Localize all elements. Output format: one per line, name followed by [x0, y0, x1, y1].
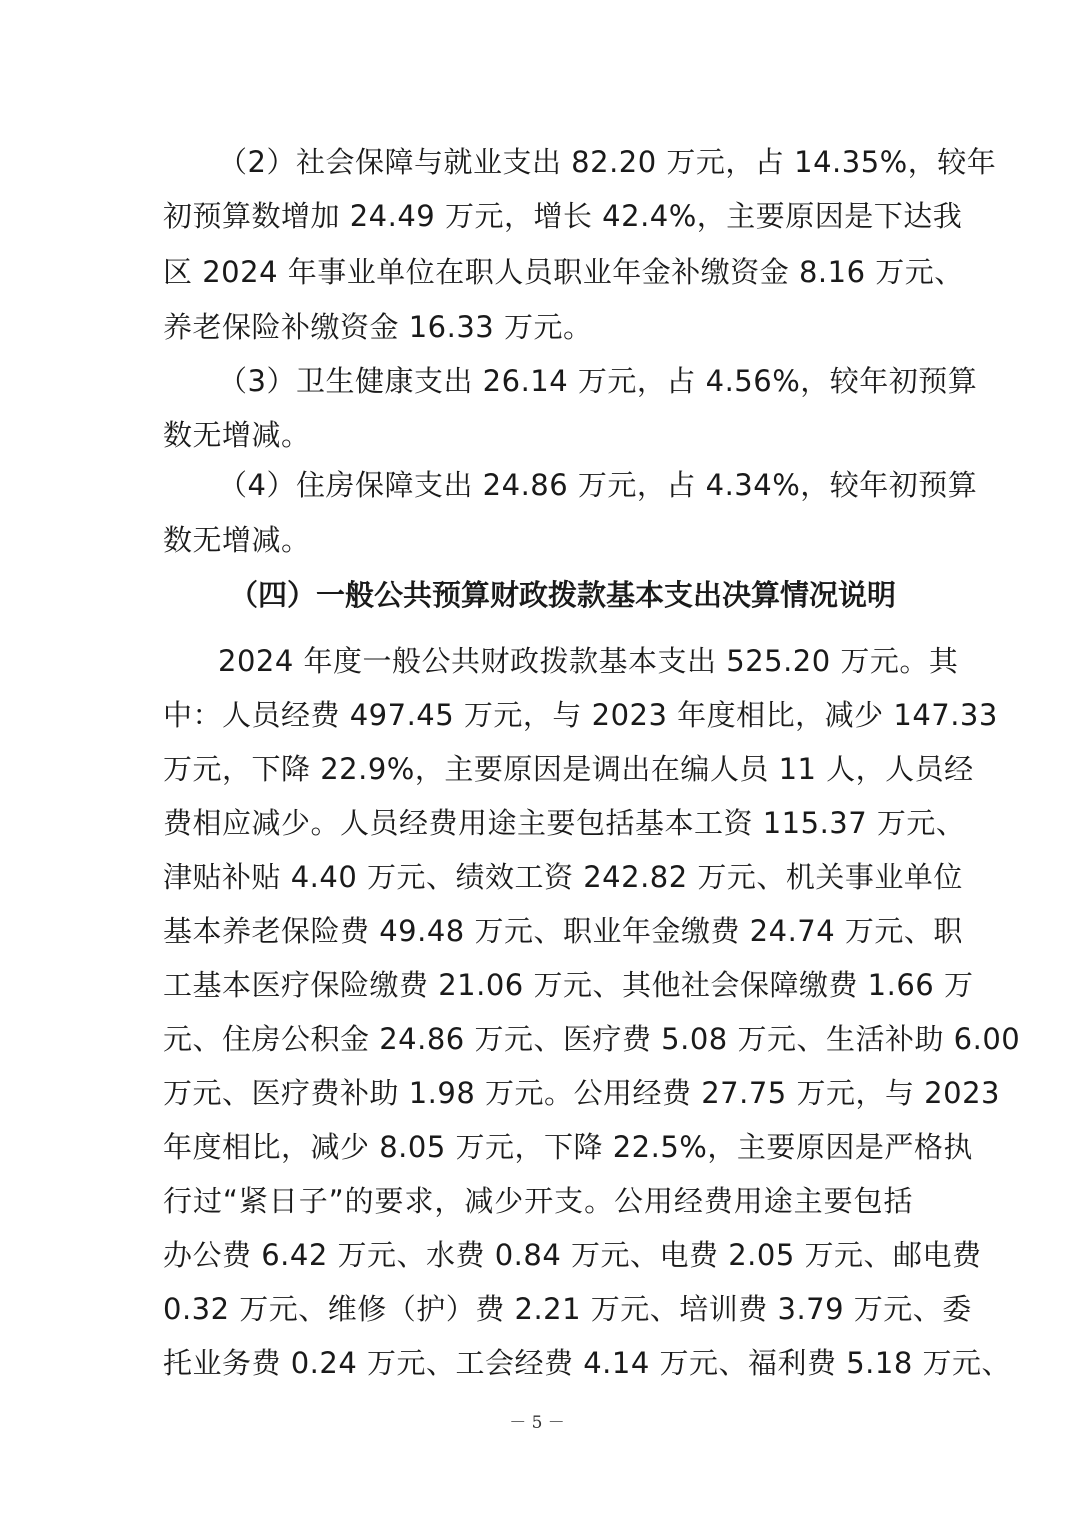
paragraph-line: 办公费 6.42 万元、水费 0.84 万元、电费 2.05 万元、邮电费 — [163, 1238, 982, 1272]
section-heading: （四）一般公共预算财政拨款基本支出决算情况说明 — [229, 578, 897, 612]
paragraph-line: 0.32 万元、维修（护）费 2.21 万元、培训费 3.79 万元、委 — [163, 1292, 972, 1326]
paragraph-line: （4）住房保障支出 24.86 万元，占 4.34%，较年初预算 — [218, 468, 978, 502]
page-number: － 5 － — [509, 1413, 565, 1433]
paragraph-line: 年度相比，减少 8.05 万元，下降 22.5%，主要原因是严格执 — [163, 1130, 973, 1164]
paragraph-line: 数无增减。 — [163, 418, 311, 452]
paragraph-line: 万元、医疗费补助 1.98 万元。公用经费 27.75 万元，与 2023 — [163, 1076, 1000, 1110]
paragraph-line: 元、住房公积金 24.86 万元、医疗费 5.08 万元、生活补助 6.00 — [163, 1022, 1021, 1056]
paragraph-line: 费相应减少。人员经费用途主要包括基本工资 115.37 万元、 — [163, 806, 966, 840]
paragraph-line: 津贴补贴 4.40 万元、绩效工资 242.82 万元、机关事业单位 — [163, 860, 963, 894]
paragraph-line: 数无增减。 — [163, 523, 311, 557]
paragraph-line: 万元，下降 22.9%，主要原因是调出在编人员 11 人，人员经 — [163, 752, 974, 786]
paragraph-line: 行过“紧日子”的要求，减少开支。公用经费用途主要包括 — [163, 1184, 913, 1218]
paragraph-line: 工基本医疗保险缴费 21.06 万元、其他社会保障缴费 1.66 万 — [163, 968, 974, 1002]
paragraph-line: 2024 年度一般公共财政拨款基本支出 525.20 万元。其 — [218, 644, 959, 678]
paragraph-line: 中：人员经费 497.45 万元，与 2023 年度相比，减少 147.33 — [163, 698, 998, 732]
paragraph-line: 托业务费 0.24 万元、工会经费 4.14 万元、福利费 5.18 万元、 — [163, 1346, 1012, 1380]
paragraph-line: 区 2024 年事业单位在职人员职业年金补缴资金 8.16 万元、 — [163, 255, 964, 289]
paragraph-line: （3）卫生健康支出 26.14 万元，占 4.56%，较年初预算 — [218, 364, 978, 398]
paragraph-line: 初预算数增加 24.49 万元，增长 42.4%，主要原因是下达我 — [163, 199, 963, 233]
paragraph-line: （2）社会保障与就业支出 82.20 万元，占 14.35%，较年 — [218, 145, 997, 179]
paragraph-line: 基本养老保险费 49.48 万元、职业年金缴费 24.74 万元、职 — [163, 914, 963, 948]
paragraph-line: 养老保险补缴资金 16.33 万元。 — [163, 310, 593, 344]
